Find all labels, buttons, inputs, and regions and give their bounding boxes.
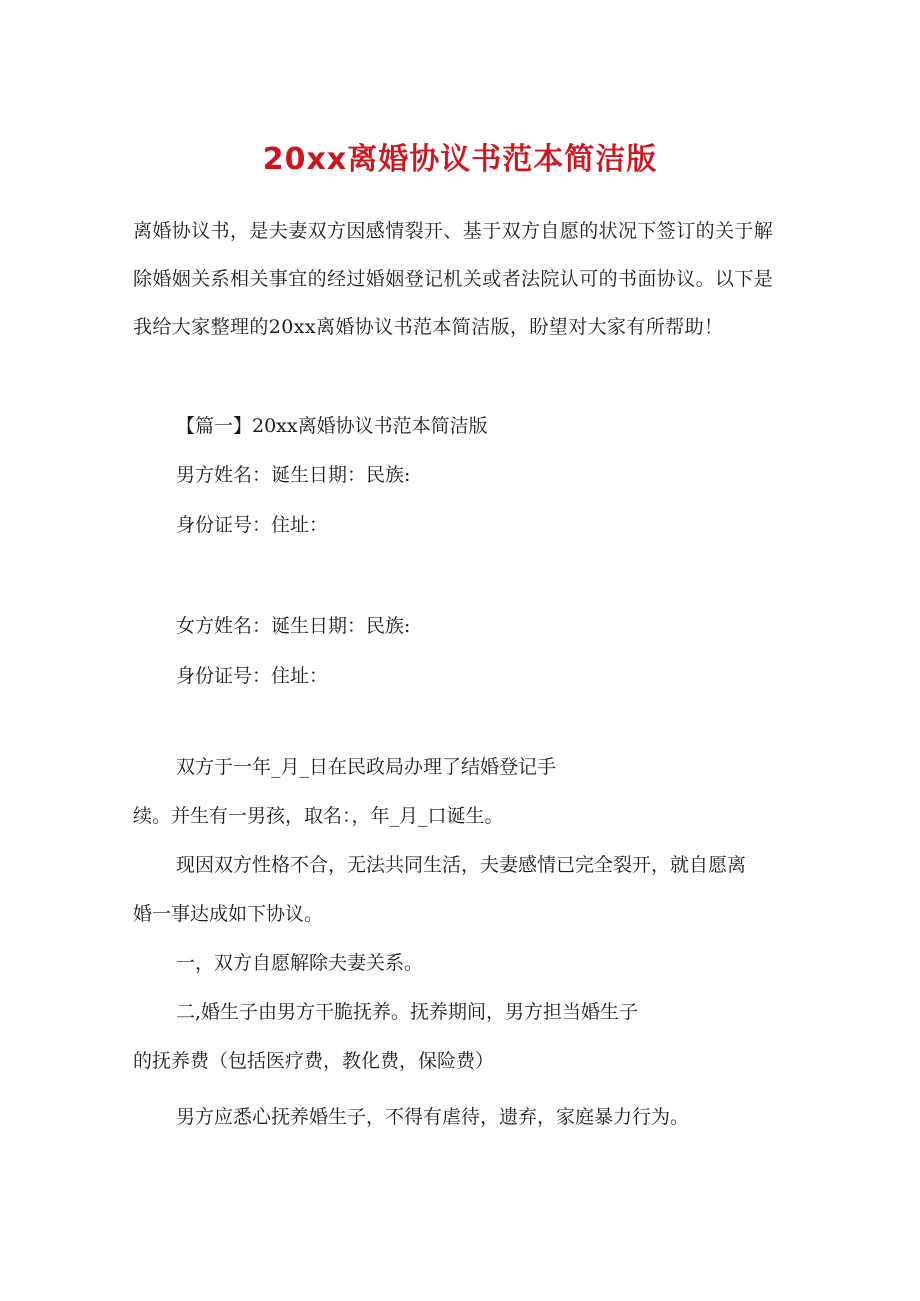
document-title: 20xx离婚协议书范本简洁版 xyxy=(262,142,658,177)
section-heading: 【篇一】20xx离婚协议书范本简洁版 xyxy=(176,415,488,437)
clause-2-line-1: 二,婚生子由男方干脆抚养。抚养期间，男方担当婚生子 xyxy=(176,1001,639,1023)
clause-2-line-2: 的抚养费（包括医疗费，教化费，保险费） xyxy=(133,1050,495,1072)
clause-1: 一，双方自愿解除夫妻关系。 xyxy=(176,952,424,974)
intro-paragraph xyxy=(133,216,793,360)
marriage-line-1: 双方于一年_月_日在民政局办理了结婚登记手 xyxy=(176,756,557,778)
intro-line: 离婚协议书，是夫妻双方因感情裂开、基于双方自愿的状况下签订的关于解 xyxy=(133,220,774,242)
reason-line-1: 现因双方性格不合，无法共同生活，夫妻感情已完全裂开，就自愿离 xyxy=(176,854,747,876)
intro-line: 我给大家整理的20xx离婚协议书范本简洁版，盼望对大家有所帮助！ xyxy=(133,316,724,338)
male-info-line-2: 身份证号：住址： xyxy=(176,514,329,536)
intro-line: 除婚姻关系相关事宜的经过婚姻登记机关或者法院认可的书面协议。以下是 xyxy=(133,268,774,290)
clause-2-note: 男方应悉心抚养婚生子，不得有虐待，遗弃，家庭暴力行为。 xyxy=(176,1106,690,1128)
reason-line-2: 婚一事达成如下协议。 xyxy=(133,903,324,925)
female-info-line-1: 女方姓名：诞生日期：民族: xyxy=(176,615,411,637)
female-info-line-2: 身份证号：住址： xyxy=(176,665,329,687)
marriage-line-2: 续。并生有一男孩，取名：，年_月_口诞生。 xyxy=(133,805,504,827)
male-info-line-1: 男方姓名：诞生日期：民族: xyxy=(176,464,411,486)
